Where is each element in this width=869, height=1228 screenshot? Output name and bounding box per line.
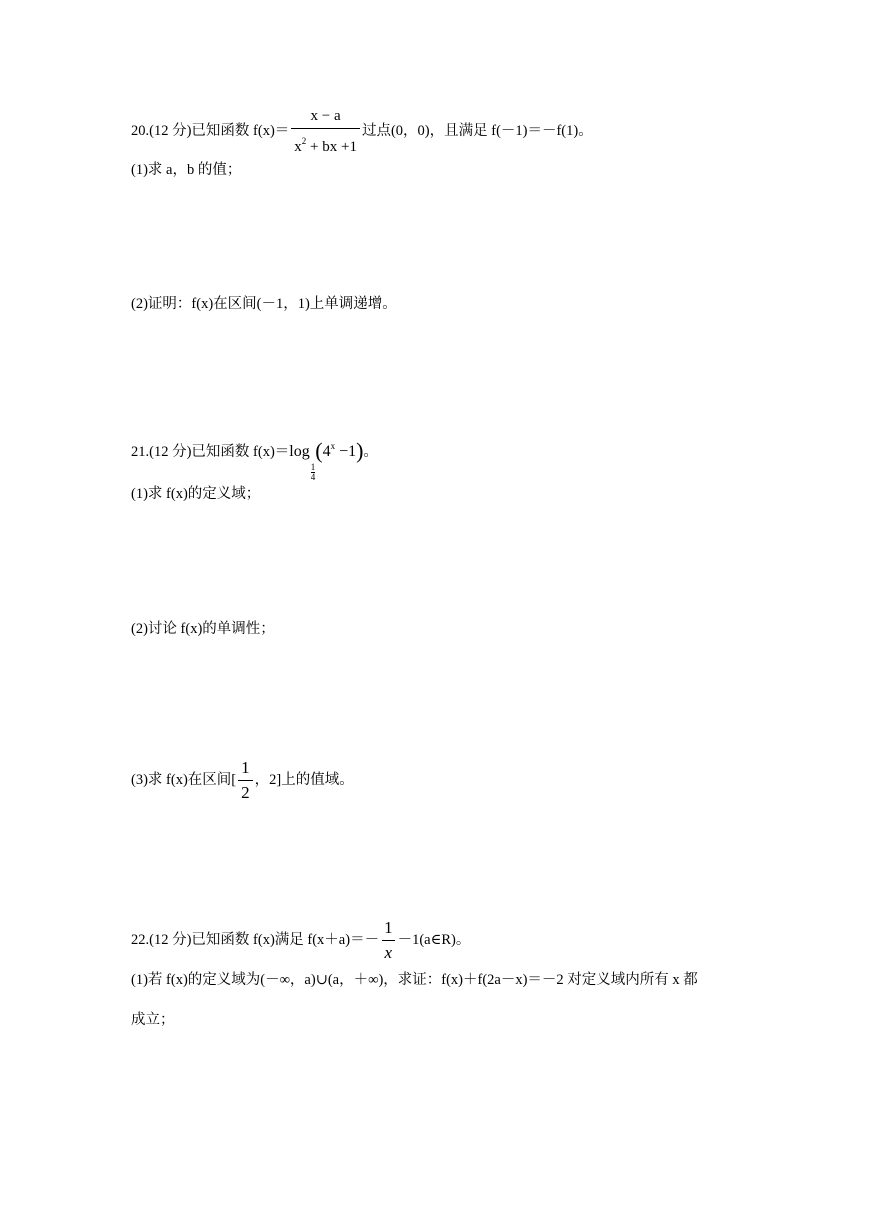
q21-part3-prefix: (3)求 f(x)在区间[ bbox=[131, 771, 237, 788]
q21-part3-denominator: 2 bbox=[238, 780, 253, 803]
q21-suffix: 。 bbox=[363, 444, 378, 460]
q20-suffix: 过点(0，0)，且满足 f(－1)＝－f(1)。 bbox=[361, 122, 593, 139]
q22-part1-line2: 成立； bbox=[131, 1012, 175, 1028]
q20-fraction bbox=[291, 106, 360, 157]
q20-stem bbox=[131, 106, 593, 157]
q21-part3-numerator: 1 bbox=[241, 758, 250, 777]
q21-part1: (1)求 f(x)的定义域； bbox=[131, 486, 261, 502]
q22-fraction bbox=[381, 918, 396, 963]
q21-part3 bbox=[131, 758, 354, 803]
q20-part1: (1)求 a，b 的值； bbox=[131, 162, 242, 178]
q21-part3-fraction bbox=[238, 758, 253, 803]
q21-prefix: 21.(12 分)已知函数 f(x)＝ bbox=[131, 444, 290, 460]
q20-den-rest: + bx +1 bbox=[306, 139, 357, 155]
q20-den-exponent: 2 bbox=[301, 136, 307, 146]
q20-prefix: 20.(12 分)已知函数 f(x)＝ bbox=[131, 122, 290, 139]
q20-frac-denominator bbox=[291, 128, 360, 157]
q22-suffix: －1(a∈R)。 bbox=[397, 931, 471, 948]
q21-left-paren: ( bbox=[315, 438, 323, 463]
q21-log: log bbox=[289, 443, 310, 460]
q22-frac-denominator: x bbox=[382, 940, 396, 963]
q21-stem bbox=[131, 436, 378, 482]
q22-prefix: 22.(12 分)已知函数 f(x)满足 f(x＋a)＝－ bbox=[131, 931, 380, 948]
q22-part1-line1: (1)若 f(x)的定义域为(－∞，a)∪(a，＋∞)，求证：f(x)＋f(2a－x)＝－2 对定义域内所有 x 都 bbox=[131, 972, 698, 988]
q21-arg-rest: −1 bbox=[335, 443, 357, 460]
q22-frac-numerator: 1 bbox=[384, 918, 393, 937]
q20-frac-numerator: x − a bbox=[310, 108, 341, 124]
q21-right-paren: ) bbox=[356, 438, 364, 463]
q21-part3-suffix: ，2]上的值域。 bbox=[254, 771, 354, 788]
q22-stem bbox=[131, 918, 470, 963]
q21-base-denominator: 4 bbox=[310, 472, 316, 482]
q20-den-x: x bbox=[294, 139, 302, 155]
q21-part2: (2)讨论 f(x)的单调性； bbox=[131, 621, 275, 637]
q21-base-numerator: 1 bbox=[310, 462, 316, 472]
q21-log-base bbox=[311, 463, 316, 482]
q21-arg-exponent: x bbox=[330, 441, 336, 451]
q21-arg-base: 4 bbox=[322, 443, 331, 460]
q20-part2: (2)证明：f(x)在区间(－1，1)上单调递增。 bbox=[131, 296, 397, 312]
